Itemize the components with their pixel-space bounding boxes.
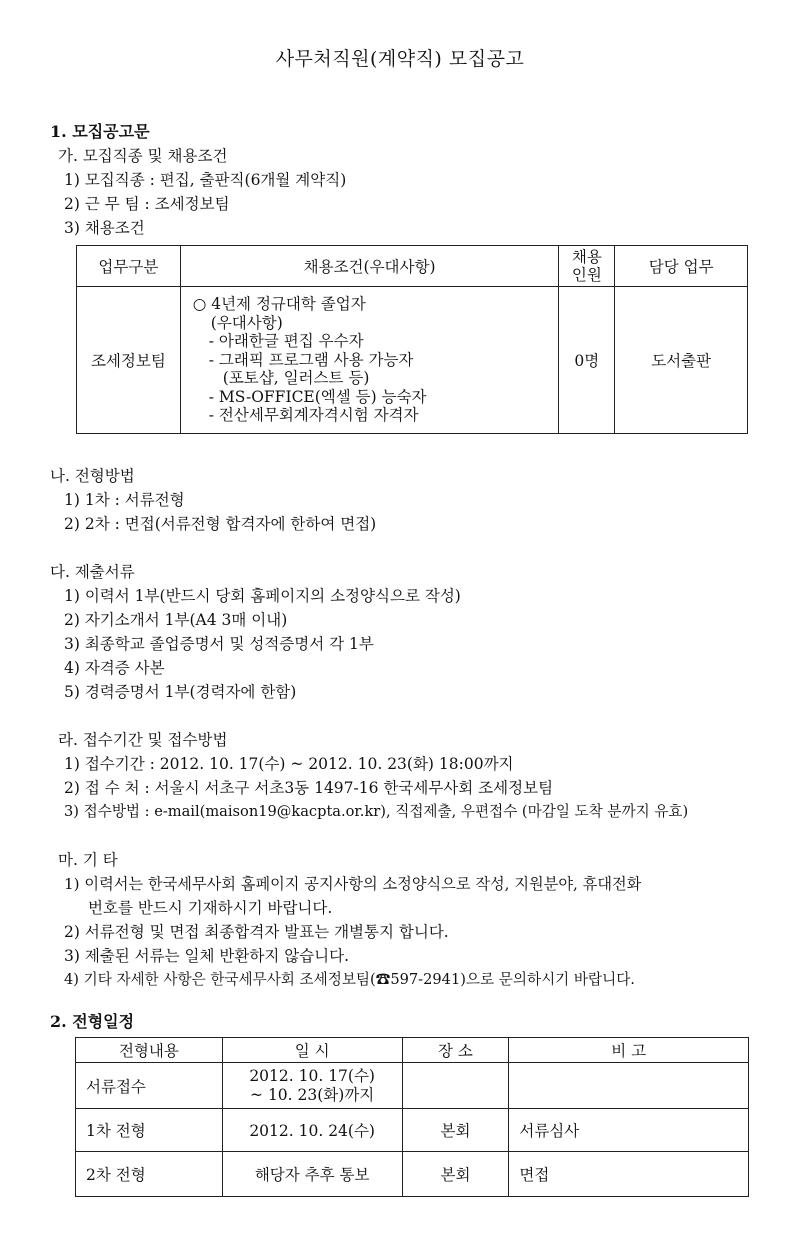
header-note: 비 고 — [509, 1038, 749, 1063]
page-title: 사무처직원(계약직) 모집공고 — [275, 48, 525, 70]
section2-heading: 2. 전형일정 — [50, 1012, 135, 1031]
duty-cell: 도서출판 — [615, 287, 748, 434]
condition-line: - MS-OFFICE(엑셀 등) 능숙자 — [208, 387, 427, 406]
place-cell: 본회 — [402, 1152, 509, 1197]
conditions-cell — [180, 287, 559, 434]
schedule-table — [75, 1037, 749, 1197]
da-item-1: 1) 이력서 1부(반드시 당회 홈페이지의 소정양식으로 작성) — [64, 587, 461, 605]
place-cell: 본회 — [402, 1109, 509, 1152]
table-row — [76, 1063, 749, 1109]
ma-item-1-cont: 번호를 반드시 기재하시기 바랍니다. — [88, 899, 333, 917]
header-division: 업무구분 — [77, 246, 181, 287]
ra-item-3: 3) 접수방법 : e-mail(maison19@kacpta.or.kr), 직접제출, 우편접수 (마감일 도착 분까지 유효) — [64, 803, 689, 820]
subsection-ra: 라. 접수기간 및 접수방법 — [58, 731, 228, 749]
ga-item-2: 2) 근 무 팀 : 조세정보팀 — [64, 195, 230, 213]
header-headcount: 채용 인원 — [559, 246, 615, 287]
division-cell: 조세정보팀 — [77, 287, 181, 434]
header-date: 일 시 — [222, 1038, 402, 1063]
header-place: 장 소 — [402, 1038, 509, 1063]
da-item-2: 2) 자기소개서 1부(A4 3매 이내) — [64, 611, 288, 629]
header-stage: 전형내용 — [76, 1038, 223, 1063]
date-cell: 2012. 10. 17(수) ~ 10. 23(화)까지 — [222, 1063, 402, 1109]
date-cell: 2012. 10. 24(수) — [222, 1109, 402, 1152]
subsection-ma: 마. 기 타 — [58, 851, 118, 869]
table-header-row — [77, 246, 748, 287]
hiring-conditions-table — [76, 245, 748, 434]
ra-item-2: 2) 접 수 처 : 서울시 서초구 서초3동 1497-16 한국세무사회 조세정보팀 — [64, 779, 554, 797]
ga-item-1: 1) 모집직종 : 편집, 출판직(6개월 계약직) — [64, 171, 347, 189]
place-cell — [402, 1063, 509, 1109]
da-item-3: 3) 최종학교 졸업증명서 및 성적증명서 각 1부 — [64, 635, 374, 653]
headcount-cell: 0명 — [559, 287, 615, 434]
header-duty: 담당 업무 — [615, 246, 748, 287]
na-item-2: 2) 2차 : 면접(서류전형 합격자에 한하여 면접) — [64, 515, 377, 533]
subsection-da: 다. 제출서류 — [50, 563, 135, 581]
da-item-4: 4) 자격증 사본 — [64, 659, 165, 677]
condition-line: - 아래한글 편집 우수자 — [208, 332, 364, 351]
note-cell: 서류심사 — [509, 1109, 749, 1152]
section1-heading: 1. 모집공고문 — [50, 122, 150, 141]
subsection-ga: 가. 모집직종 및 채용조건 — [58, 147, 228, 165]
ma-item-3: 3) 제출된 서류는 일체 반환하지 않습니다. — [64, 947, 350, 965]
ma-item-4: 4) 기타 자세한 사항은 한국세무사회 조세정보팀(☎597-2941)으로 문의하시기 바랍니다. — [64, 971, 635, 988]
stage-cell: 서류접수 — [76, 1063, 223, 1109]
table-row — [76, 1152, 749, 1197]
da-item-5: 5) 경력증명서 1부(경력자에 한함) — [64, 683, 297, 701]
subsection-na: 나. 전형방법 — [50, 467, 135, 485]
ga-item-3: 3) 채용조건 — [64, 219, 145, 237]
ra-item-1: 1) 접수기간 : 2012. 10. 17(수) ~ 2012. 10. 23(화) 18:00까지 — [64, 755, 514, 773]
condition-line: ○ 4년제 정규대학 졸업자 — [192, 295, 366, 314]
condition-line: (포토샵, 일러스트 등) — [222, 369, 370, 388]
ma-item-1: 1) 이력서는 한국세무사회 홈페이지 공지사항의 소정양식으로 작성, 지원분야, 휴대전화 — [64, 875, 642, 893]
stage-cell: 2차 전형 — [76, 1152, 223, 1197]
note-cell: 면접 — [509, 1152, 749, 1197]
na-item-1: 1) 1차 : 서류전형 — [64, 491, 185, 509]
condition-line: - 그래픽 프로그램 사용 가능자 — [208, 350, 414, 369]
condition-line: (우대사항) — [210, 313, 283, 332]
condition-line: - 전산세무회계자격시험 자격자 — [208, 406, 419, 425]
table-row — [76, 1109, 749, 1152]
schedule-header-row — [76, 1038, 749, 1063]
note-cell — [509, 1063, 749, 1109]
header-conditions: 채용조건(우대사항) — [180, 246, 559, 287]
table-row — [77, 287, 748, 434]
stage-cell: 1차 전형 — [76, 1109, 223, 1152]
date-cell: 해당자 추후 통보 — [222, 1152, 402, 1197]
ma-item-2: 2) 서류전형 및 면접 최종합격자 발표는 개별통지 합니다. — [64, 923, 449, 941]
